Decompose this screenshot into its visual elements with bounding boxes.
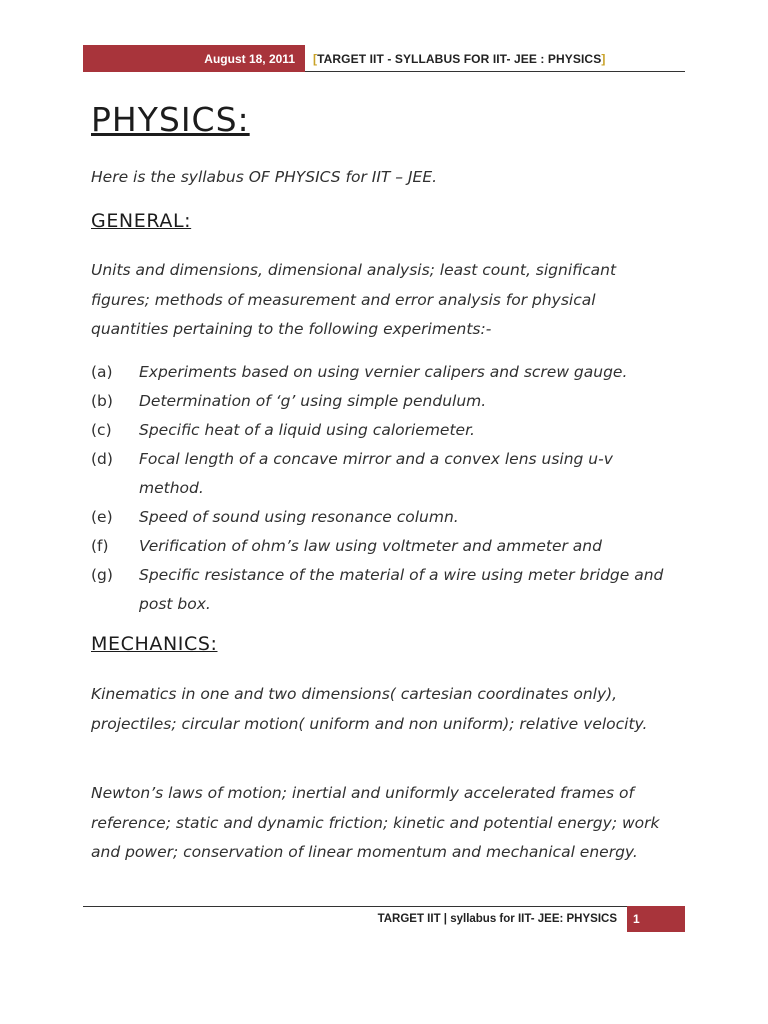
page-header: [83, 45, 685, 72]
footer-text: TARGET IIT | syllabus for IIT- JEE: PHYSICS: [377, 913, 617, 925]
header-title-text: TARGET IIT - SYLLABUS FOR IIT- JEE : PHYSICS: [317, 51, 602, 66]
header-date: August 18, 2011: [83, 45, 305, 72]
experiment-text: Experiments based on using vernier calipers and screw gauge.: [139, 363, 628, 381]
general-paragraph: Units and dimensions, dimensional analysis; least count, significant figures; methods of measurement and error analysis for physical quantities pertaining to the following experiments:-: [91, 261, 617, 338]
mechanics-paragraph-newton: Newton’s laws of motion; inertial and uniformly accelerated frames of reference; static and dynamic friction; kinetic and potential energy; work and power; conservation of linear momentum and mechanical energy.: [91, 784, 660, 861]
page-number: 1: [627, 906, 685, 932]
experiment-text: Determination of ‘g’ using simple pendulum.: [139, 392, 487, 410]
page-footer: [83, 906, 685, 932]
experiment-text: Specific resistance of the material of a wire using meter bridge and post box.: [139, 566, 664, 613]
experiment-item: [91, 561, 669, 619]
experiment-text: Specific heat of a liquid using caloriemeter.: [139, 421, 475, 439]
header-bracket-close: ]: [601, 51, 606, 66]
experiment-text: Speed of sound using resonance column.: [139, 508, 459, 526]
experiment-marker: (g): [91, 566, 113, 584]
experiment-item: [91, 503, 669, 532]
experiment-marker: (f): [91, 537, 109, 555]
experiment-marker: (b): [91, 392, 113, 410]
experiment-marker: (e): [91, 508, 113, 526]
experiment-marker: (c): [91, 421, 112, 439]
header-title: [313, 45, 605, 72]
experiment-item: [91, 358, 669, 387]
experiment-text: Verification of ohm’s law using voltmeter and ammeter and: [139, 537, 602, 555]
experiment-item: [91, 532, 669, 561]
intro-text: Here is the syllabus OF PHYSICS for IIT – JEE.: [91, 168, 438, 186]
general-heading: GENERAL:: [91, 210, 192, 232]
mechanics-heading: MECHANICS:: [91, 633, 218, 655]
experiment-list: [91, 358, 669, 619]
mechanics-paragraph-kinematics: Kinematics in one and two dimensions( cartesian coordinates only), projectiles; circular motion( uniform and non uniform); relative velocity.: [91, 685, 648, 733]
experiment-item: [91, 416, 669, 445]
header-bracket-open: [: [313, 51, 318, 66]
experiment-item: [91, 387, 669, 416]
experiment-text: Focal length of a concave mirror and a convex lens using u-v method.: [139, 450, 613, 497]
document-body: [91, 96, 681, 861]
experiment-marker: (d): [91, 450, 113, 468]
experiment-item: [91, 445, 669, 503]
page-title: PHYSICS:: [91, 100, 250, 139]
experiment-marker: (a): [91, 363, 113, 381]
